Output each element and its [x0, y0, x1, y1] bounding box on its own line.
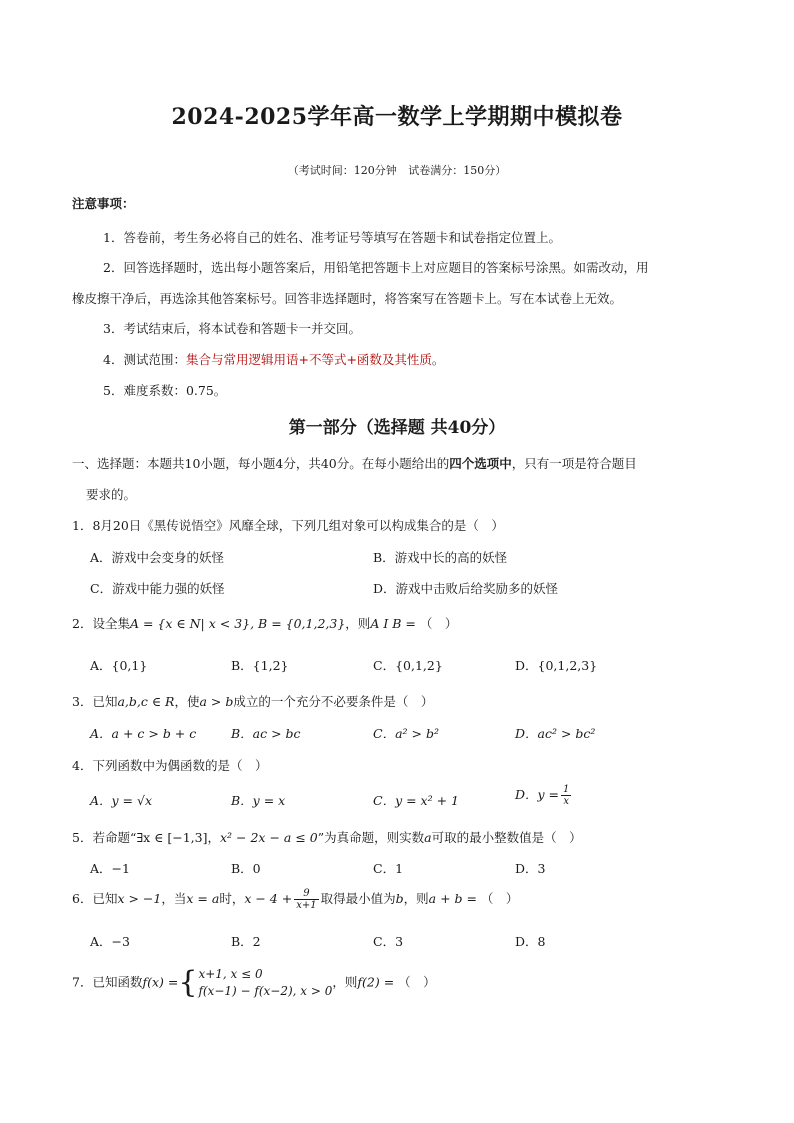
q3-stem-math: a,b,c ∈ R: [117, 694, 175, 709]
q6-stem-c: 时，: [219, 891, 245, 906]
q2-option-c: C．{0,1,2}: [373, 658, 443, 673]
notice-item-5: 5．难度系数：0.75。: [103, 383, 227, 398]
intro-line-1a: 一、选择题：本题共10小题，每小题4分，共40分。在每小题给出的: [72, 456, 450, 471]
q7-case-1: x+1, x ≤ 0: [198, 967, 263, 981]
notice-item-4: [103, 350, 444, 368]
q4-option-c: C．y = x² + 1: [373, 793, 459, 808]
q5-option-b: B．0: [231, 861, 261, 876]
intro-line-1: [72, 454, 637, 472]
intro-line-1c: ，只有一项是符合题目: [511, 456, 637, 471]
q3-stem-c: 成立的一个充分不必要条件是（ ）: [233, 694, 434, 709]
q4-option-a: A．y = √x: [90, 793, 153, 808]
q7-stem-b: ，则: [332, 974, 358, 990]
q5-option-a: A．−1: [90, 861, 130, 876]
q5-stem: [72, 828, 582, 846]
q6-stem-math-2: x = a: [186, 891, 220, 906]
q6-option-a: A．−3: [90, 934, 130, 949]
q3-stem-b: ，使: [174, 694, 200, 709]
q4-option-d-prefix: D．y =: [515, 787, 560, 802]
q7-brace: {: [178, 965, 198, 1000]
q6-option-d: D．8: [515, 934, 546, 949]
q2-stem-a: 2．设全集: [72, 616, 130, 631]
notice-item-1: 1．答卷前，考生务必将自己的姓名、准考证号等填写在答题卡和试卷指定位置上。: [103, 230, 561, 245]
q7-stem: [72, 966, 436, 1000]
q3-stem-a: 3．已知: [72, 694, 118, 709]
q3-option-d: D．ac² > bc²: [515, 726, 596, 741]
q6-stem-math: x > −1: [117, 891, 162, 906]
q3-option-a: A．a + c > b + c: [90, 726, 197, 741]
q7-cases: [198, 966, 332, 1000]
exam-time: （考试时间：120分钟: [287, 164, 397, 177]
q2-stem: [72, 614, 457, 632]
q6-stem-math-3: b: [395, 891, 404, 906]
q4-option-d-numerator: 1: [563, 784, 570, 795]
notice-item-3: 3．考试结束后，将本试卷和答题卡一并交回。: [103, 321, 361, 336]
q6-stem-d: 取得最小值为: [320, 891, 396, 906]
q5-stem-c: 可取的最小整数值是（ ）: [431, 830, 582, 845]
exam-score: 试卷满分：150分）: [408, 164, 507, 177]
q1-option-c: C．游戏中能力强的妖怪: [90, 581, 225, 596]
q6-stem-b: ，当: [161, 891, 187, 906]
q6-fraction-denominator: x+1: [296, 900, 317, 911]
q7-stem-math-2: f(2): [357, 974, 380, 990]
q6-stem: [72, 888, 518, 911]
exam-title: 2024-2025学年高一数学上学期期中模拟卷: [171, 104, 623, 130]
notice-heading: 注意事项：: [72, 196, 135, 211]
q2-option-d: D．{0,1,2,3}: [515, 658, 598, 673]
q5-stem-b: ”为真命题，则实数: [317, 830, 425, 845]
q3-option-c: C．a² > b²: [373, 726, 439, 741]
q7-case-2: f(x−1) − f(x−2), x > 0: [198, 984, 333, 998]
q6-option-b: B．2: [231, 934, 261, 949]
q6-stem-a: 6．已知: [72, 891, 118, 906]
q2-stem-c: = （ ）: [401, 616, 458, 631]
q5-stem-math: x² − 2x − a ≤ 0: [219, 830, 318, 845]
notice-item-4-suffix: 。: [431, 352, 445, 367]
intro-emphasis: 四个选项中: [449, 456, 512, 471]
q4-option-b: B．y = x: [231, 793, 286, 808]
q4-option-d: [515, 784, 573, 807]
q7-stem-a: 7．已知函数: [72, 974, 143, 990]
section-title: 第一部分（选择题 共40分）: [288, 418, 506, 438]
exam-subtitle: [0, 162, 794, 178]
q2-option-a: A．{0,1}: [90, 658, 148, 673]
q7-stem-math: f(x) =: [142, 974, 179, 990]
q6-stem-math-4: a + b: [428, 891, 463, 906]
q4-stem: 4．下列函数中为偶函数的是（ ）: [72, 758, 268, 773]
q5-option-c: C．1: [373, 861, 404, 876]
q6-expr-prefix: x − 4 +: [244, 891, 293, 906]
q3-option-b: B．ac > bc: [231, 726, 301, 741]
notice-item-2-line-2: 橡皮擦干净后，再选涂其他答案标号。回答非选择题时，将答案写在答题卡上。写在本试卷上无效。: [72, 291, 623, 306]
q2-option-b: B．{1,2}: [231, 658, 289, 673]
q2-stem-math-2: A I B: [370, 616, 402, 631]
notice-item-2-line-1: 2．回答选择题时，选出每小题答案后，用铅笔把答题卡上对应题目的答案标号涂黑。如需改动，用: [103, 260, 649, 275]
q1-stem: 1．8月20日《黑传说悟空》风靡全球，下列几组对象可以构成集合的是（ ）: [72, 518, 504, 533]
q1-option-d: D．游戏中击败后给奖励多的妖怪: [373, 581, 559, 596]
q5-stem-math-2: a: [424, 830, 432, 845]
q6-option-c: C．3: [373, 934, 404, 949]
q3-stem: [72, 692, 433, 710]
notice-item-4-prefix: 4．测试范围：: [103, 352, 186, 367]
q6-stem-f: = （ ）: [462, 891, 519, 906]
intro-line-2: 要求的。: [86, 487, 137, 502]
q5-stem-a: 5．若命题“∃x ∈ [−1,3]，: [72, 830, 220, 845]
test-scope: 集合与常用逻辑用语+不等式+函数及其性质: [185, 352, 432, 367]
q2-stem-math: A = {x ∈ N| x < 3}, B = {0,1,2,3}: [129, 616, 346, 631]
q6-stem-e: ，则: [403, 891, 429, 906]
q2-stem-b: ，则: [345, 616, 371, 631]
q6-fraction: [294, 888, 318, 911]
q4-option-d-denominator: x: [563, 796, 570, 807]
q6-fraction-numerator: 9: [294, 888, 318, 900]
q7-stem-c: = （ ）: [379, 974, 436, 990]
q1-option-a: A．游戏中会变身的妖怪: [90, 550, 225, 565]
q4-option-d-fraction: [561, 784, 571, 807]
q1-option-b: B．游戏中长的高的妖怪: [373, 550, 508, 565]
q3-stem-math-2: a > b: [199, 694, 234, 709]
q5-option-d: D．3: [515, 861, 546, 876]
